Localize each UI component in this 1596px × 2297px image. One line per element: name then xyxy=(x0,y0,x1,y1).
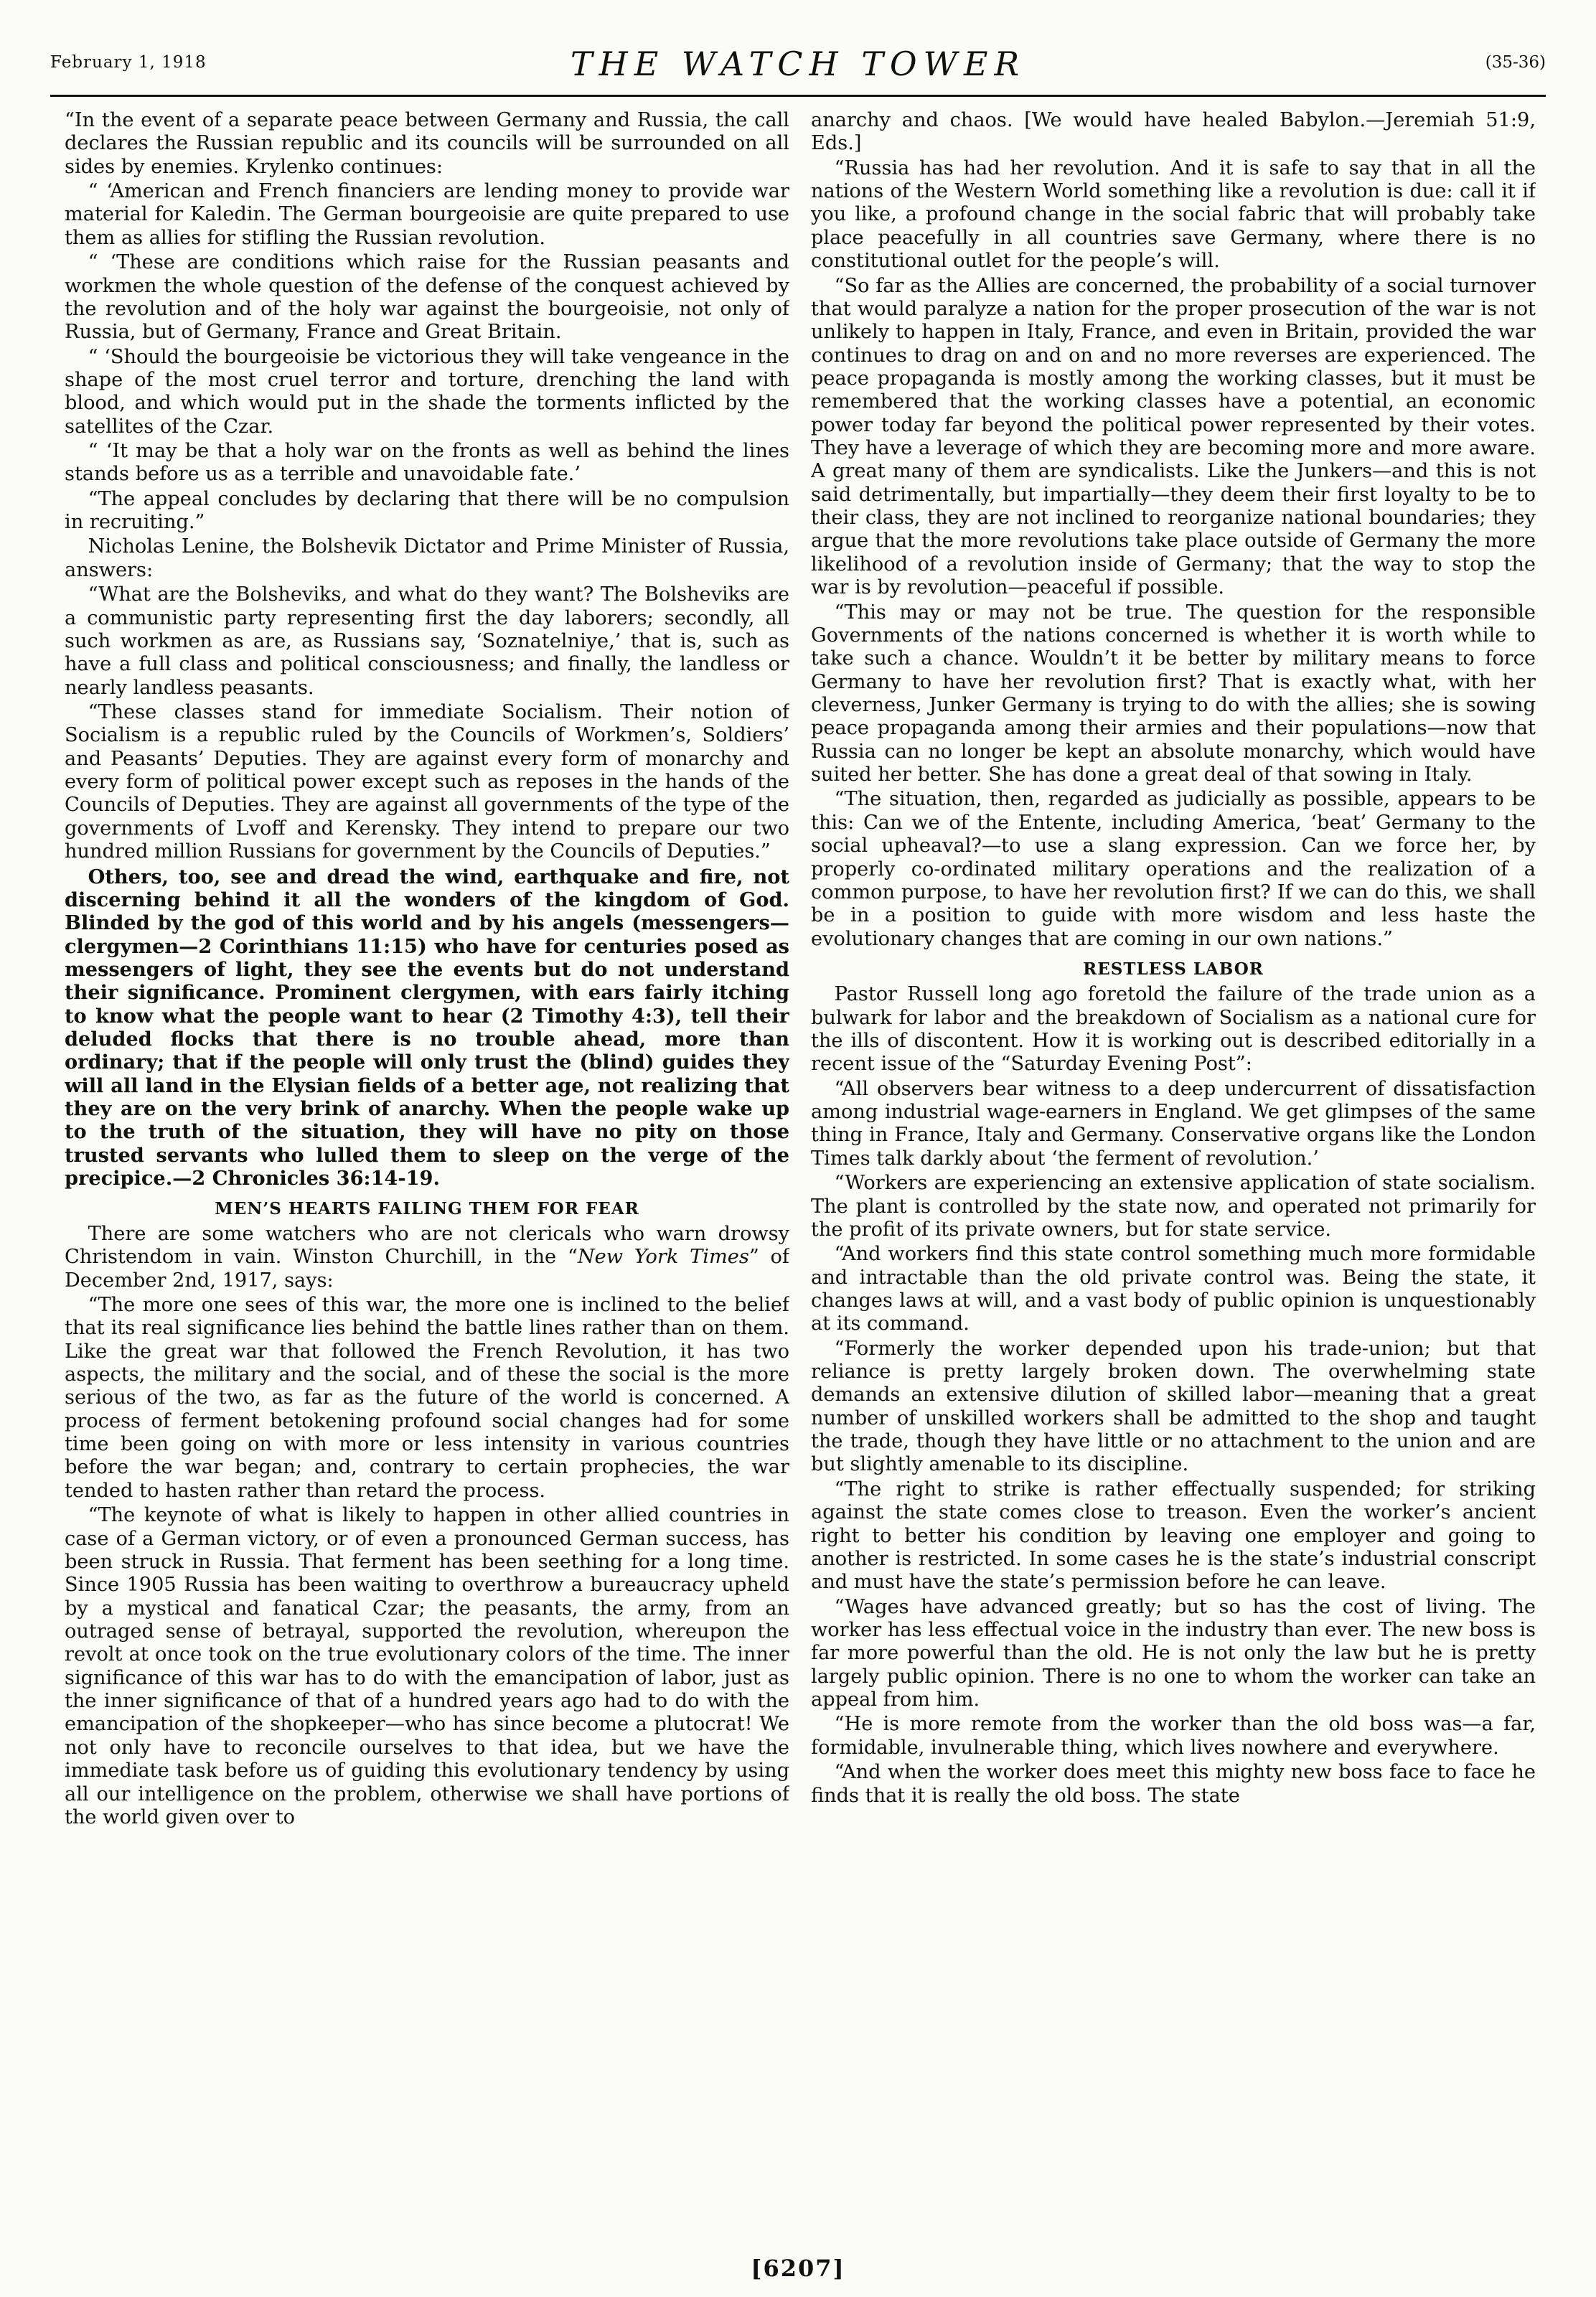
page-footer-number: [6207] xyxy=(751,2255,845,2282)
paragraph: “And when the worker does meet this mighty new boss face to face he finds that it is really the old boss. The state xyxy=(811,1761,1536,1807)
section-heading: MEN’S HEARTS FAILING THEM FOR FEAR xyxy=(215,1198,639,1218)
publication-name: New York Times xyxy=(577,1246,749,1269)
text-span: There are some watchers who are not clericals who warn drowsy Christendom in vain. Winston Churchill, in the “ xyxy=(65,1222,789,1269)
paragraph: “The situation, then, regarded as judicially as possible, appears to be this: Can we of the Entente, including America, ‘beat’ Germany to the social upheaval?—to use a slang expression. Can we force her, by properly co-ordinated military operations and the realization of a common purpose, to have her revolution first? If we can do this, we shall be in a position to guide with more wisdom and less haste the evolutionary changes that are coming in our own nations.” xyxy=(811,788,1536,950)
paragraph: “ ‘American and French financiers are lending money to provide war material for Kaledin. The German bourgeoisie are quite prepared to use them as allies for stifling the Russian revolution. xyxy=(65,180,789,249)
paragraph: “This may or may not be true. The question for the responsible Governments of the nations concerned is whether it is worth while to take such a chance. Wouldn’t it be better by military means to force Germany to have her revolution first? That is exactly what, with her cleverness, Junker Germany is trying to do with the allies; she is sowing peace propaganda among their armies and their populations—now that Russia can no longer be kept an absolute monarchy, which would have suited her better. She has done a great deal of that sowing in Italy. xyxy=(811,601,1536,786)
paragraph: “ ‘It may be that a holy war on the fronts as well as behind the lines stands before us as a terrible and unavoidable fate.’ xyxy=(65,440,789,486)
paragraph: “ ‘These are conditions which raise for the Russian peasants and workmen the whole question of the defense of the conquest achieved by the revolution and of the holy war against the bourgeoisie, not only of Russia, but of Germany, France and Great Britain. xyxy=(65,251,789,344)
paragraph: Pastor Russell long ago foretold the failure of the trade union as a bulwark for labor and the breakdown of Socialism as a national cure for the ills of discontent. How it is working out is described editorially in a recent issue of the “Saturday Evening Post”: xyxy=(811,983,1536,1076)
paragraph: Nicholas Lenine, the Bolshevik Dictator and Prime Minister of Russia, answers: xyxy=(65,535,789,581)
publication-title: THE WATCH TOWER xyxy=(570,44,1026,83)
paragraph: “The right to strike is rather effectually suspended; for striking against the state comes close to treason. Even the worker’s ancient right to better his condition by leaving one employer and going to another is restricted. In some cases he is the state’s industrial conscript and must have the state’s permission before he can leave. xyxy=(811,1478,1536,1594)
text-span: ” of December 2nd, 1917, says: xyxy=(65,1246,789,1292)
issue-date: February 1, 1918 xyxy=(50,53,207,72)
paragraph xyxy=(65,1223,789,1292)
paragraph: Others, too, see and dread the wind, earthquake and fire, not discerning behind it all the wonders of the kingdom of God. Blinded by the god of this world and by his angels (messengers—clergymen—2 Corinthians 11:15) who have for centuries posed as messengers of light, they see the events but do not understand their significance. Prominent clergymen, with ears fairly itching to know what the people want to hear (2 Timothy 4:3), tell their deluded flocks that there is no trouble ahead, more than ordinary; that if the people will only trust the (blind) guides they will all land in the Elysian fields of a better age, not realizing that they are on the very brink of anarchy. When the people wake up to the truth of the situation, they will have no pity on those trusted servants who lulled them to sleep on the verge of the precipice.—2 Chronicles 36:14-19. xyxy=(65,865,789,1190)
left-column xyxy=(65,109,789,2247)
paragraph: “So far as the Allies are concerned, the probability of a social turnover that would paralyze a nation for the proper prosecution of the war is not unlikely to happen in Italy, France, and even in Britain, provided the war continues to drag on and on and no more reverses are experienced. The peace propaganda is mostly among the working classes, but it must be remembered that the working classes have a potential, an economic power today far beyond the political power represented by their votes. They have a leverage of which they are becoming more and more aware. A great many of them are syndicalists. Like the Junkers—and this is not said detrimentally, but impartially—they deem their first loyalty to be to their class, they are not inclined to reorganize national boundaries; they argue that the more revolutions take place outside of Germany the more likelihood of a revolution inside of Germany; that the way to stop the war is by revolution—peaceful if possible. xyxy=(811,274,1536,599)
paragraph: “Formerly the worker depended upon his trade-union; but that reliance is pretty largely broken down. The overwhelming state demands an extensive dilution of skilled labor—meaning that a great number of unskilled workers shall be admitted to the shop and taught the trade, though they have little or no attachment to the union and are but slightly amenable to its discipline. xyxy=(811,1337,1536,1476)
paragraph: “The keynote of what is likely to happen in other allied countries in case of a German victory, or of even a pronounced German success, has been struck in Russia. That ferment has been seething for a long time. Since 1905 Russia has been waiting to overthrow a bureaucracy upheld by a mystical and fanatical Czar; the peasants, the army, from an outraged sense of betrayal, supported the revolution, whereupon the revolt at once took on the true evolutionary colors of the time. The inner significance of this war has to do with the emancipation of labor, just as the inner significance of that of a hundred years ago had to do with the emancipation of the shopkeeper—who has since become a plutocrat! We not only have to reconcile ourselves to that idea, but we have the immediate task before us of guiding this evolutionary tendency by using all our intelligence on the problem, otherwise we shall have portions of the world given over to xyxy=(65,1504,789,1828)
paragraph: “ ‘Should the bourgeoisie be victorious they will take vengeance in the shape of the most cruel terror and torture, drenching the land with blood, and which would put in the shade the torments inflicted by the satellites of the Czar. xyxy=(65,345,789,438)
paragraph: “All observers bear witness to a deep undercurrent of dissatisfaction among industrial wage-earners in England. We get glimpses of the same thing in France, Italy and Germany. Conservative organs like the London Times talk darkly about ‘the ferment of revolution.’ xyxy=(811,1077,1536,1170)
page-header xyxy=(50,44,1546,97)
paragraph: “Wages have advanced greatly; but so has the cost of living. The worker has less effectual voice in the industry than ever. The new boss is far more powerful than the old. He is not only the law but he is pretty largely public opinion. There is no one to whom the worker can take an appeal from him. xyxy=(811,1595,1536,1711)
paragraph: “The appeal concludes by declaring that there will be no compulsion in recruiting.” xyxy=(65,487,789,534)
paragraph: “Russia has had her revolution. And it is safe to say that in all the nations of the Western World something like a revolution is due: call it if you like, a profound change in the social fabric that will probably take place peacefully in all countries save Germany, where there is no constitutional outlet for the people’s will. xyxy=(811,156,1536,273)
right-column xyxy=(811,109,1536,2247)
paragraph: “What are the Bolsheviks, and what do they want? The Bolsheviks are a communistic party representing first the day laborers; secondly, all such workmen as are, as Russians say, ‘Soznatelniye,’ that is, such as have a full class and political consciousness; and finally, the landless or nearly landless peasants. xyxy=(65,583,789,699)
header-page-numbers: (35-36) xyxy=(1485,53,1546,72)
paragraph: “And workers find this state control something much more formidable and intractable than the old private control was. Being the state, it changes laws at will, and a vast body of public opinion is unquestionably at its command. xyxy=(811,1243,1536,1335)
paragraph: “Workers are experiencing an extensive application of state socialism. The plant is controlled by the state now, and operated not primarily for the profit of its private owners, but for state service. xyxy=(811,1172,1536,1241)
paragraph: “These classes stand for immediate Socialism. Their notion of Socialism is a republic ruled by the Councils of Workmen’s, Soldiers’ and Peasants’ Deputies. They are against every form of monarchy and every form of political power except such as reposes in the hands of the Councils of Deputies. They are against all governments of the type of the governments of Lvoff and Kerensky. They intend to prepare our two hundred million Russians for government by the Councils of Deputies.” xyxy=(65,700,789,863)
paragraph: “He is more remote from the worker than the old boss was—a far, formidable, invulnerable thing, which lives nowhere and everywhere. xyxy=(811,1713,1536,1759)
paragraph: “The more one sees of this war, the more one is inclined to the belief that its real significance lies behind the battle lines rather than on them. Like the great war that followed the French Revolution, it has two aspects, the military and the social, and of these the social is the more serious of the two, as far as the future of the world is concerned. A process of ferment betokening profound social changes had for some time been going on with more or less intensity in various countries before the war began; and, contrary to certain prophecies, the war tended to hasten rather than retard the process. xyxy=(65,1293,789,1502)
section-heading: RESTLESS LABOR xyxy=(1083,959,1264,979)
paragraph: “In the event of a separate peace between Germany and Russia, the call declares the Russian republic and its councils will be surrounded on all sides by enemies. Krylenko continues: xyxy=(65,109,789,178)
paragraph: anarchy and chaos. [We would have healed Babylon.—Jeremiah 51:9, Eds.] xyxy=(811,109,1536,155)
